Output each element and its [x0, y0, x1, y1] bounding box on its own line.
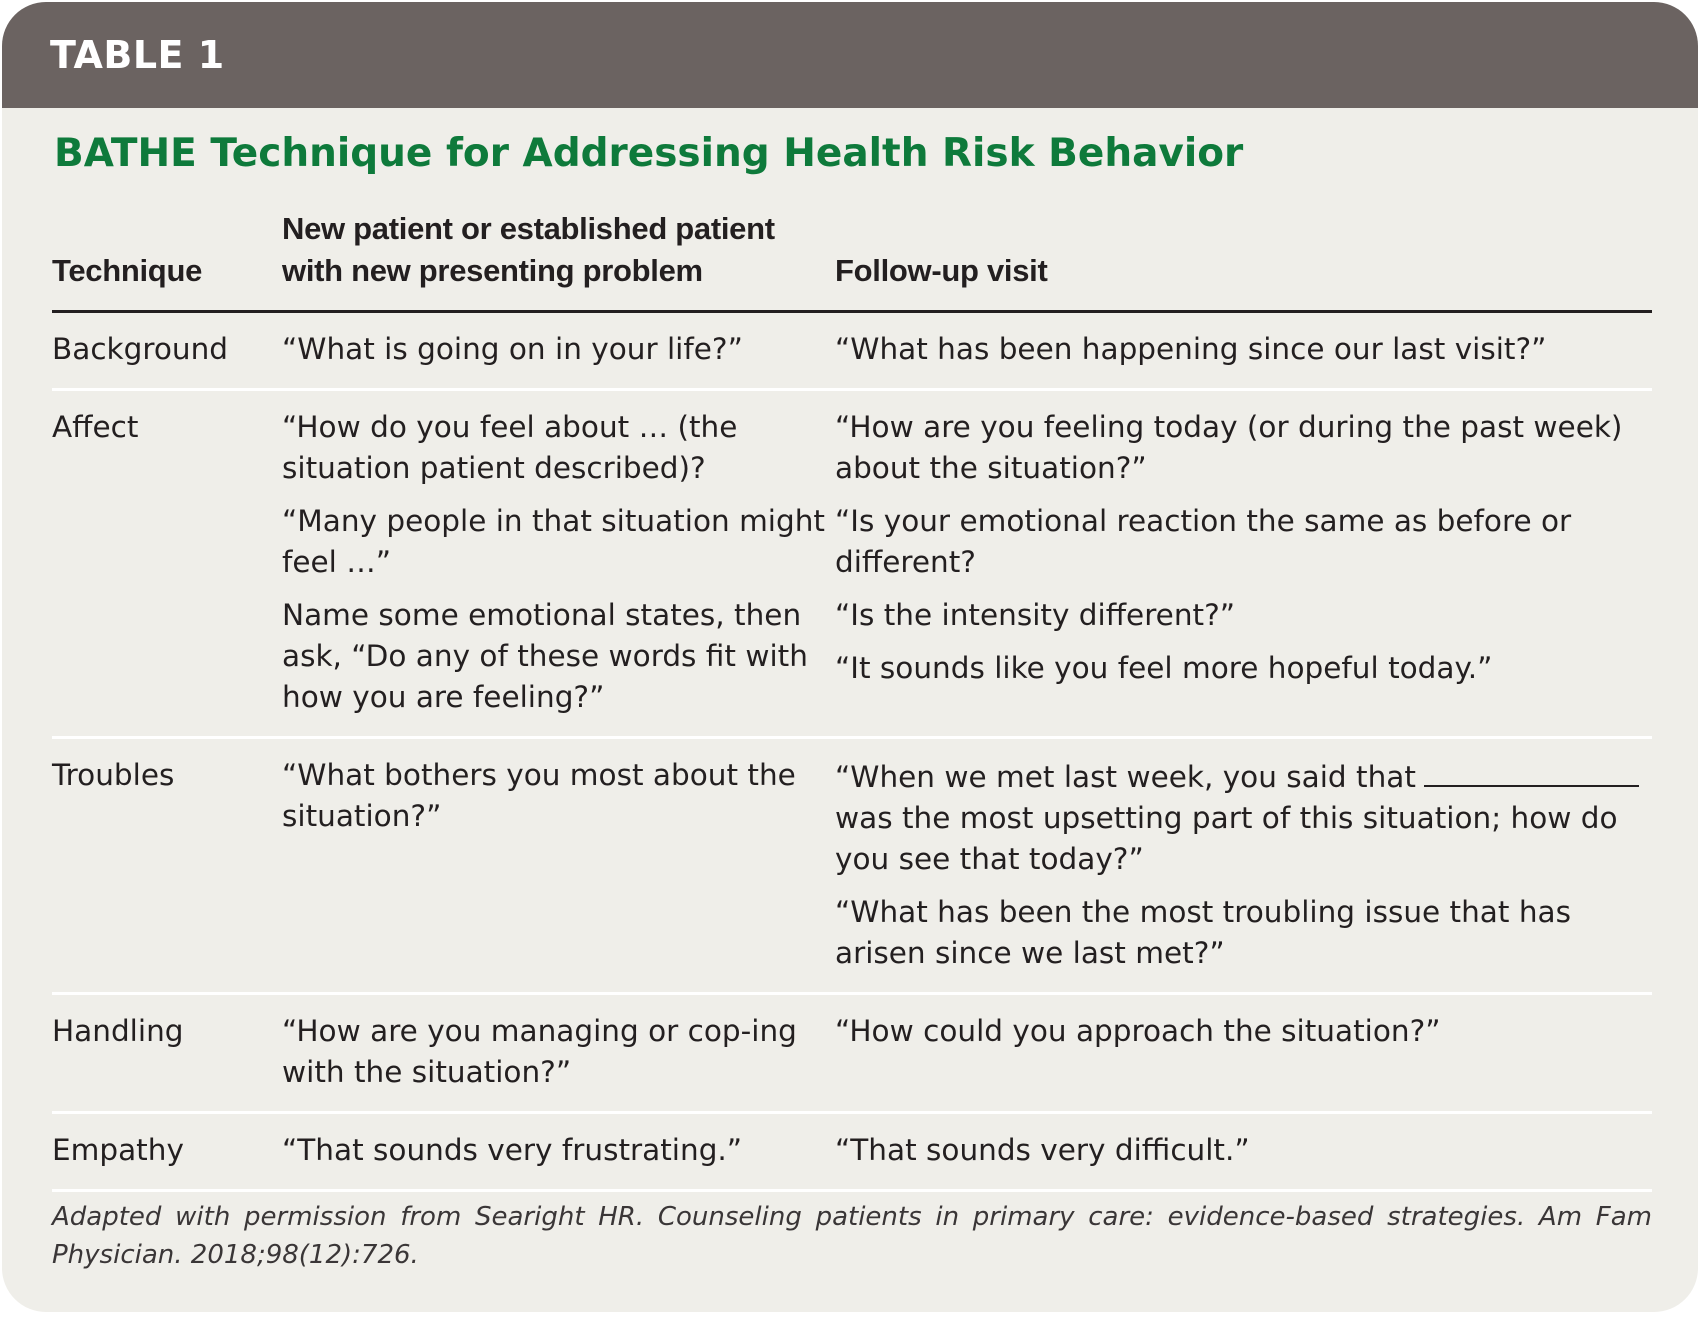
technique-cell: Handling: [52, 994, 282, 1113]
table-wrapper: [52, 208, 1652, 1192]
prompt-text: “It sounds like you feel more hopeful today.”: [835, 651, 1493, 685]
prompt-text: Name some emotional states, then ask, “Do any of these words fit with how you are feeling?”: [282, 598, 808, 714]
new-patient-cell: [282, 312, 835, 390]
prompt-text: “What bothers you most about the situation?”: [282, 758, 796, 833]
table-footnote: Adapted with permission from Searight HR. Counseling patients in primary care: evidence-based strategies. Am Fam Physician. 2018;98(12):726.: [52, 1202, 1652, 1270]
prompt-text: “What has been happening since our last visit?”: [835, 332, 1547, 366]
technique-cell: Empathy: [52, 1113, 282, 1191]
prompt-text: “What has been the most troubling issue that has arisen since we last met?”: [835, 895, 1571, 970]
technique-cell: Background: [52, 312, 282, 390]
prompt-text-with-blank: [835, 755, 1642, 880]
technique-cell: Troubles: [52, 738, 282, 994]
fill-in-blank-line: [1424, 755, 1639, 787]
table-row: [52, 994, 1652, 1113]
prompt-suffix: was the most upsetting part of this situation; how do you see that today?”: [835, 801, 1618, 876]
prompt-text: “How do you feel about … (the situation patient described)?: [282, 410, 738, 485]
column-header-new-patient-line2: with new presenting problem: [282, 253, 703, 288]
prompt-text: “Is your emotional reaction the same as before or different?: [835, 504, 1572, 579]
prompt-prefix: “When we met last week, you said that: [835, 760, 1416, 794]
prompt-text: “Is the intensity different?”: [835, 598, 1236, 632]
table-row: [52, 738, 1652, 994]
new-patient-cell: [282, 994, 835, 1113]
prompt-text: “How could you approach the situation?”: [835, 1014, 1441, 1048]
prompt-text: “What is going on in your life?”: [282, 332, 743, 366]
column-header-new-patient: [282, 208, 835, 312]
follow-up-cell: [835, 312, 1652, 390]
new-patient-cell: [282, 390, 835, 738]
table-row: [52, 312, 1652, 390]
follow-up-cell: [835, 1113, 1652, 1191]
follow-up-cell: [835, 390, 1652, 738]
header-band: [2, 2, 1698, 108]
bathe-table: [52, 208, 1652, 1192]
table-row: [52, 1113, 1652, 1191]
technique-cell: Affect: [52, 390, 282, 738]
follow-up-cell: [835, 994, 1652, 1113]
new-patient-cell: [282, 738, 835, 994]
table-title: BATHE Technique for Addressing Health Risk Behavior: [54, 131, 1244, 176]
column-header-new-patient-line1: New patient or established patient: [282, 211, 775, 246]
new-patient-cell: [282, 1113, 835, 1191]
prompt-text: “That sounds very frustrating.”: [282, 1133, 743, 1167]
table-row: [52, 390, 1652, 738]
prompt-text: “How are you feeling today (or during the past week) about the situation?”: [835, 410, 1623, 485]
prompt-text: “Many people in that situation might feel …”: [282, 504, 825, 579]
table-card: [2, 2, 1698, 1312]
table-label: TABLE 1: [50, 33, 225, 77]
column-header-technique: Technique: [52, 208, 282, 312]
header-row: [52, 208, 1652, 312]
column-header-follow-up: Follow-up visit: [835, 208, 1652, 312]
prompt-text: “How are you managing or cop-ing with the situation?”: [282, 1014, 797, 1089]
prompt-text: “That sounds very difficult.”: [835, 1133, 1250, 1167]
follow-up-cell: [835, 738, 1652, 994]
